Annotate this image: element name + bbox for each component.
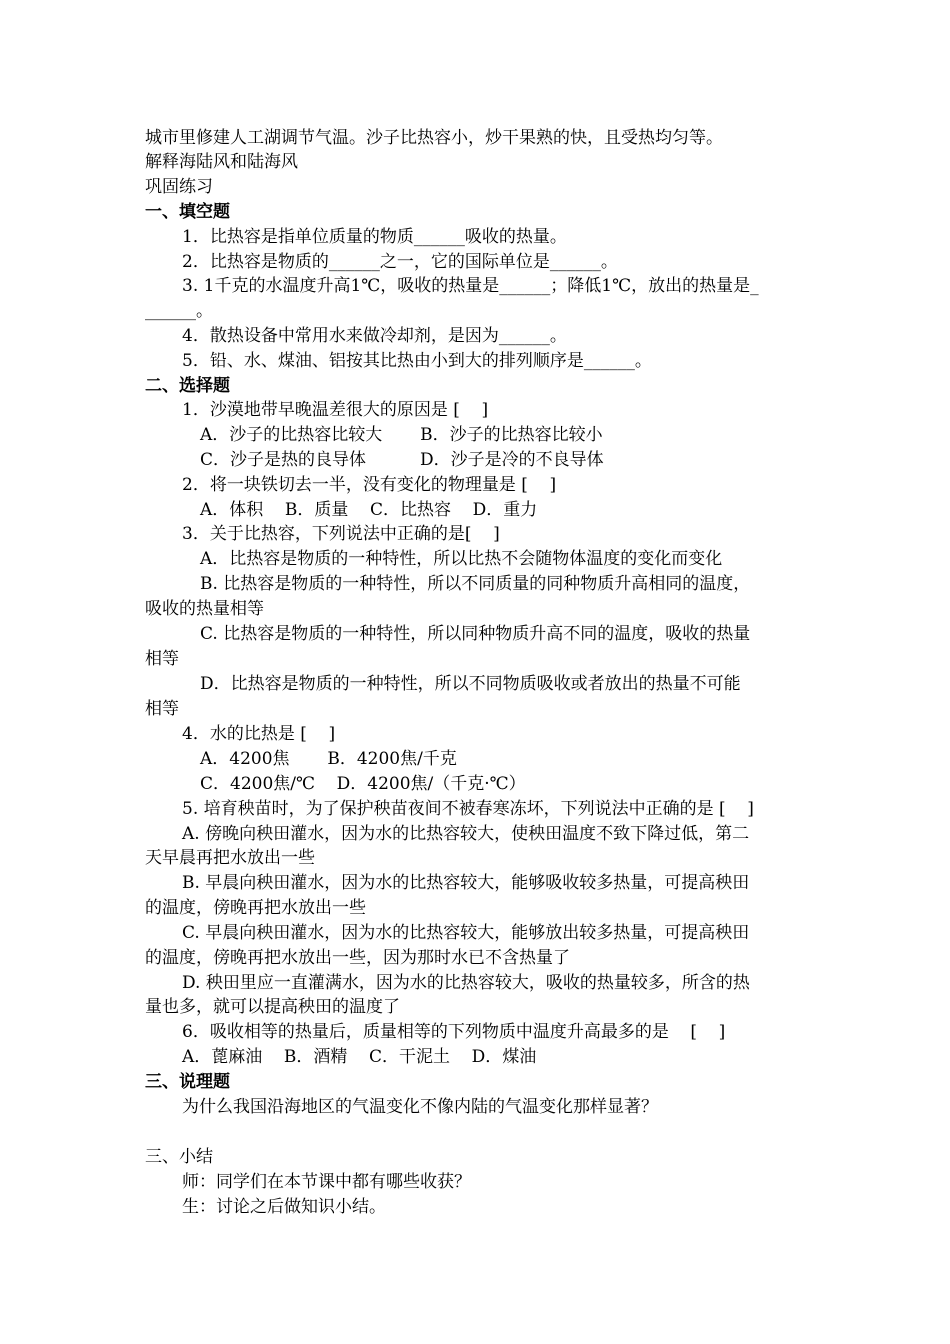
choice-q3-d: D．比热容是物质的一种特性，所以不同物质吸收或者放出的热量不可能 bbox=[200, 674, 741, 694]
choice-q1: 1．沙漠地带早晚温差很大的原因是 [ ] bbox=[182, 400, 489, 420]
fill-q2: 2．比热容是物质的______之一，它的国际单位是______。 bbox=[182, 252, 618, 272]
choice-q3-d-cont: 相等 bbox=[145, 699, 179, 719]
choice-q5-a-cont: 天早晨再把水放出一些 bbox=[145, 848, 315, 868]
choice-q6: 6．吸收相等的热量后，质量相等的下列物质中温度升高最多的是 [ ] bbox=[182, 1022, 726, 1042]
intro-line-2: 解释海陆风和陆海风 bbox=[145, 152, 298, 172]
fill-q3-cont: ______。 bbox=[145, 301, 213, 321]
choice-q4-ab: A．4200焦 B．4200焦/千克 bbox=[200, 749, 457, 769]
summary-teacher: 师：同学们在本节课中都有哪些收获？ bbox=[182, 1172, 471, 1192]
choice-q5: 5. 培育秧苗时，为了保护秧苗夜间不被春寒冻坏，下列说法中正确的是 [ ] bbox=[182, 799, 754, 819]
choice-q4: 4．水的比热是 [ ] bbox=[182, 724, 336, 744]
choice-q1-ab: A．沙子的比热容比较大 B．沙子的比热容比较小 bbox=[200, 425, 603, 445]
choice-q5-d: D. 秧田里应一直灌满水，因为水的比热容较大，吸收的热量较多，所含的热 bbox=[182, 973, 750, 993]
fill-q4: 4．散热设备中常用水来做冷却剂，是因为______。 bbox=[182, 326, 567, 346]
intro-line-3: 巩固练习 bbox=[145, 177, 213, 197]
section2-heading: 二、选择题 bbox=[145, 376, 230, 396]
choice-q5-c-cont: 的温度，傍晚再把水放出一些，因为那时水已不含热量了 bbox=[145, 948, 570, 968]
choice-q3-c: C. 比热容是物质的一种特性，所以同种物质升高不同的温度，吸收的热量 bbox=[200, 624, 751, 644]
summary-heading: 三、小结 bbox=[145, 1147, 213, 1167]
section1-heading: 一、填空题 bbox=[145, 202, 230, 222]
choice-q6-options: A．蓖麻油 B．酒精 C．干泥土 D．煤油 bbox=[182, 1047, 537, 1067]
choice-q3-a: A．比热容是物质的一种特性，所以比热不会随物体温度的变化而变化 bbox=[200, 549, 723, 569]
choice-q5-b: B. 早晨向秧田灌水，因为水的比热容较大，能够吸收较多热量，可提高秧田 bbox=[182, 873, 750, 893]
choice-q5-b-cont: 的温度，傍晚再把水放出一些 bbox=[145, 898, 366, 918]
summary-student: 生：讨论之后做知识小结。 bbox=[182, 1197, 386, 1217]
fill-q5: 5．铅、水、煤油、铝按其比热由小到大的排列顺序是______。 bbox=[182, 351, 652, 371]
choice-q3: 3．关于比热容，下列说法中正确的是[ ] bbox=[182, 524, 500, 544]
choice-q5-a: A. 傍晚向秧田灌水，因为水的比热容较大，使秧田温度不致下降过低，第二 bbox=[182, 824, 750, 844]
choice-q2: 2．将一块铁切去一半，没有变化的物理量是 [ ] bbox=[182, 475, 557, 495]
choice-q5-c: C. 早晨向秧田灌水，因为水的比热容较大，能够放出较多热量，可提高秧田 bbox=[182, 923, 750, 943]
choice-q3-c-cont: 相等 bbox=[145, 649, 179, 669]
intro-line-1: 城市里修建人工湖调节气温。沙子比热容小，炒干果熟的快，且受热均匀等。 bbox=[145, 128, 723, 148]
reasoning-question: 为什么我国沿海地区的气温变化不像内陆的气温变化那样显著？ bbox=[182, 1097, 658, 1117]
choice-q1-cd: C．沙子是热的良导体 D．沙子是冷的不良导体 bbox=[200, 450, 604, 470]
choice-q5-d-cont: 量也多，就可以提高秧田的温度了 bbox=[145, 997, 400, 1017]
choice-q4-cd: C．4200焦/℃ D．4200焦/（千克·℃） bbox=[200, 774, 526, 794]
fill-q3: 3. 1千克的水温度升高1℃，吸收的热量是______；降低1℃，放出的热量是_ bbox=[182, 276, 759, 296]
choice-q3-b-cont: 吸收的热量相等 bbox=[145, 599, 264, 619]
choice-q2-options: A．体积 B．质量 C．比热容 D．重力 bbox=[200, 500, 538, 520]
section3-heading: 三、说理题 bbox=[145, 1072, 230, 1092]
fill-q1: 1．比热容是指单位质量的物质______吸收的热量。 bbox=[182, 227, 567, 247]
choice-q3-b: B. 比热容是物质的一种特性，所以不同质量的同种物质升高相同的温度， bbox=[200, 574, 751, 594]
